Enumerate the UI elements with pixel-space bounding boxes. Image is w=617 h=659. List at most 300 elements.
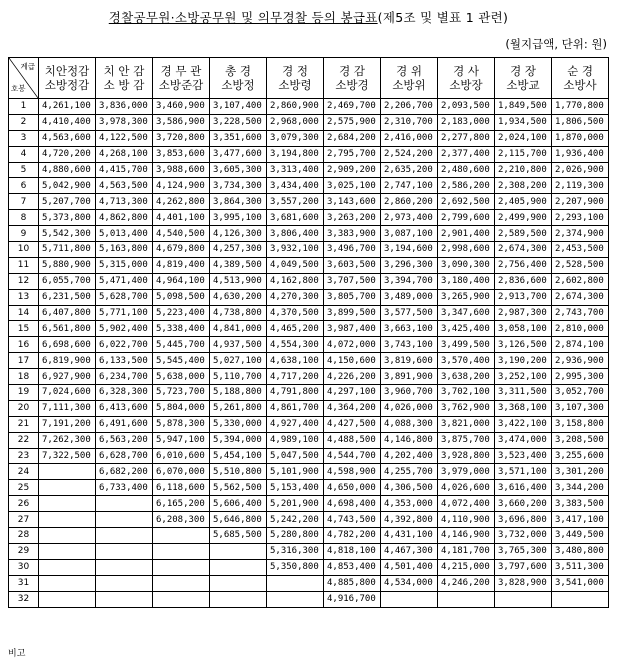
salary-cell: 3,351,600 [210,130,267,146]
salary-cell: 3,828,900 [495,575,552,591]
salary-cell: 2,374,900 [552,226,609,242]
salary-cell: 3,394,700 [381,273,438,289]
salary-cell: 3,707,500 [324,273,381,289]
table-row [9,99,609,115]
salary-cell: 5,685,500 [210,528,267,544]
salary-cell: 3,899,500 [324,305,381,321]
rank-police: 경 사 [453,64,479,78]
salary-cell [96,575,153,591]
salary-cell: 5,315,000 [96,257,153,273]
table-row [9,194,609,210]
salary-cell: 4,268,100 [96,146,153,162]
step-cell: 13 [9,289,39,305]
salary-cell: 6,022,700 [96,337,153,353]
salary-cell: 3,696,800 [495,512,552,528]
salary-cell: 3,143,600 [324,194,381,210]
salary-cell: 4,072,400 [438,496,495,512]
salary-cell [210,575,267,591]
salary-cell: 4,124,900 [153,178,210,194]
salary-cell: 5,606,400 [210,496,267,512]
salary-cell: 2,836,600 [495,273,552,289]
salary-cell: 3,480,800 [552,543,609,559]
table-row [9,591,609,607]
table-row [9,162,609,178]
salary-cell: 3,252,100 [495,369,552,385]
salary-cell: 4,353,000 [381,496,438,512]
salary-cell: 3,180,400 [438,273,495,289]
step-cell: 16 [9,337,39,353]
salary-cell: 4,738,800 [210,305,267,321]
salary-cell: 3,960,700 [381,385,438,401]
salary-cell: 4,262,800 [153,194,210,210]
salary-cell [153,591,210,607]
salary-cell: 3,058,100 [495,321,552,337]
salary-cell: 4,488,500 [324,432,381,448]
salary-cell: 2,119,300 [552,178,609,194]
table-row [9,178,609,194]
salary-cell: 4,162,800 [267,273,324,289]
salary-cell: 3,605,300 [210,162,267,178]
salary-cell: 3,158,800 [552,416,609,432]
salary-cell: 6,133,500 [96,353,153,369]
table-row [9,400,609,416]
salary-cell: 4,782,200 [324,528,381,544]
step-cell: 6 [9,178,39,194]
salary-cell: 4,880,600 [39,162,96,178]
salary-cell: 4,465,200 [267,321,324,337]
rank-police: 경 감 [339,64,365,78]
salary-cell: 3,052,700 [552,385,609,401]
salary-cell: 5,542,300 [39,226,96,242]
salary-cell: 4,563,500 [96,178,153,194]
salary-cell: 2,684,200 [324,130,381,146]
salary-cell: 4,297,100 [324,385,381,401]
salary-cell: 4,246,200 [438,575,495,591]
salary-cell: 4,554,300 [267,337,324,353]
salary-cell: 5,110,700 [210,369,267,385]
salary-cell: 2,987,300 [495,305,552,321]
salary-cell: 4,389,500 [210,257,267,273]
table-row [9,543,609,559]
salary-cell: 4,743,500 [324,512,381,528]
salary-cell: 5,373,800 [39,210,96,226]
column-header [267,58,324,99]
salary-cell: 6,698,600 [39,337,96,353]
salary-cell [96,543,153,559]
document-title [0,8,617,26]
salary-cell: 4,818,100 [324,543,381,559]
salary-cell: 6,055,700 [39,273,96,289]
salary-cell: 2,405,900 [495,194,552,210]
salary-cell: 4,370,500 [267,305,324,321]
salary-cell [96,496,153,512]
salary-cell [96,559,153,575]
salary-cell: 2,674,300 [495,242,552,258]
salary-cell: 6,165,200 [153,496,210,512]
salary-cell: 2,310,700 [381,114,438,130]
table-row [9,289,609,305]
salary-cell: 6,118,600 [153,480,210,496]
salary-cell: 3,368,100 [495,400,552,416]
salary-cell: 5,163,800 [96,242,153,258]
table-row [9,528,609,544]
salary-cell: 3,523,400 [495,448,552,464]
table-row [9,321,609,337]
salary-cell: 5,188,800 [210,385,267,401]
salary-cell: 3,541,000 [552,575,609,591]
salary-cell: 3,296,300 [381,257,438,273]
step-cell: 14 [9,305,39,321]
salary-cell: 5,153,400 [267,480,324,496]
salary-cell: 3,979,000 [438,464,495,480]
salary-cell: 2,901,400 [438,226,495,242]
salary-cell: 5,445,700 [153,337,210,353]
salary-cell: 4,146,800 [381,432,438,448]
step-cell: 4 [9,146,39,162]
salary-cell: 4,226,200 [324,369,381,385]
salary-cell: 3,208,500 [552,432,609,448]
salary-cell: 4,501,400 [381,559,438,575]
corner-step-label: 호봉 [11,84,26,93]
salary-cell [39,543,96,559]
salary-cell: 1,934,500 [495,114,552,130]
salary-cell: 4,544,700 [324,448,381,464]
salary-cell: 2,453,500 [552,242,609,258]
salary-cell: 2,499,900 [495,210,552,226]
salary-cell: 5,207,700 [39,194,96,210]
salary-cell: 4,215,000 [438,559,495,575]
rank-fire: 소방장 [449,78,483,92]
salary-cell: 3,194,800 [267,146,324,162]
salary-cell: 3,449,500 [552,528,609,544]
salary-cell [153,543,210,559]
salary-cell [153,559,210,575]
step-cell: 9 [9,226,39,242]
salary-cell: 5,242,200 [267,512,324,528]
salary-cell: 2,575,900 [324,114,381,130]
salary-cell: 4,679,800 [153,242,210,258]
salary-cell: 3,425,400 [438,321,495,337]
salary-cell: 3,194,600 [381,242,438,258]
salary-cell: 7,191,200 [39,416,96,432]
table-row [9,305,609,321]
salary-cell: 3,995,100 [210,210,267,226]
table-row [9,257,609,273]
salary-cell: 3,107,300 [552,400,609,416]
salary-cell: 5,771,100 [96,305,153,321]
salary-cell: 5,947,100 [153,432,210,448]
salary-cell: 2,093,500 [438,99,495,115]
column-header [438,58,495,99]
salary-cell: 4,638,100 [267,353,324,369]
column-header [552,58,609,99]
salary-cell: 4,410,400 [39,114,96,130]
salary-cell: 1,806,500 [552,114,609,130]
salary-cell [552,591,609,607]
salary-cell [39,575,96,591]
step-cell: 18 [9,369,39,385]
salary-cell: 5,280,800 [267,528,324,544]
table-row [9,226,609,242]
salary-cell: 2,416,000 [381,130,438,146]
salary-cell: 6,413,600 [96,400,153,416]
salary-cell: 6,208,300 [153,512,210,528]
column-header [381,58,438,99]
salary-cell: 2,206,700 [381,99,438,115]
salary-cell: 3,496,700 [324,242,381,258]
step-cell: 2 [9,114,39,130]
table-row [9,242,609,258]
rank-police: 순 경 [567,64,593,78]
salary-cell [267,591,324,607]
salary-cell: 3,732,000 [495,528,552,544]
salary-cell: 2,183,000 [438,114,495,130]
salary-cell: 1,870,000 [552,130,609,146]
salary-cell: 3,987,400 [324,321,381,337]
salary-cell: 4,964,100 [153,273,210,289]
rank-fire: 소방위 [392,78,426,92]
salary-cell: 6,070,000 [153,464,210,480]
salary-cell: 4,540,500 [153,226,210,242]
salary-cell: 2,480,600 [438,162,495,178]
salary-cell: 2,308,200 [495,178,552,194]
salary-cell: 3,474,000 [495,432,552,448]
salary-cell: 4,122,500 [96,130,153,146]
salary-cell: 3,313,400 [267,162,324,178]
salary-cell: 2,277,800 [438,130,495,146]
salary-cell: 4,989,100 [267,432,324,448]
salary-cell: 3,806,400 [267,226,324,242]
salary-cell: 2,795,700 [324,146,381,162]
step-cell: 3 [9,130,39,146]
salary-cell: 2,909,200 [324,162,381,178]
salary-cell: 3,702,100 [438,385,495,401]
salary-cell: 3,928,800 [438,448,495,464]
salary-cell: 6,407,800 [39,305,96,321]
salary-cell: 2,469,700 [324,99,381,115]
table-row [9,130,609,146]
salary-cell: 2,635,200 [381,162,438,178]
table-row [9,273,609,289]
salary-cell [495,591,552,607]
salary-cell: 3,255,600 [552,448,609,464]
salary-cell: 3,087,100 [381,226,438,242]
salary-cell: 4,364,200 [324,400,381,416]
salary-cell: 5,638,000 [153,369,210,385]
step-cell: 23 [9,448,39,464]
rank-police: 총 경 [225,64,251,78]
rank-fire: 소방령 [278,78,312,92]
column-header [39,58,96,99]
corner-grade-label: 계급 [20,62,35,71]
salary-cell: 2,874,100 [552,337,609,353]
salary-cell: 5,394,000 [210,432,267,448]
rank-police: 경 장 [510,64,536,78]
salary-cell [438,591,495,607]
salary-cell: 2,524,200 [381,146,438,162]
step-cell: 24 [9,464,39,480]
salary-cell: 4,427,500 [324,416,381,432]
column-header [96,58,153,99]
step-cell: 5 [9,162,39,178]
salary-cell: 5,338,400 [153,321,210,337]
salary-cell: 2,026,900 [552,162,609,178]
salary-cell: 5,027,100 [210,353,267,369]
salary-cell: 2,799,600 [438,210,495,226]
salary-cell: 4,415,700 [96,162,153,178]
salary-cell: 4,853,400 [324,559,381,575]
salary-cell [39,528,96,544]
salary-table [8,57,609,608]
salary-cell: 4,885,800 [324,575,381,591]
salary-cell: 4,630,200 [210,289,267,305]
corner-header [9,58,39,99]
salary-cell: 3,311,500 [495,385,552,401]
step-cell: 10 [9,242,39,258]
salary-cell: 3,126,500 [495,337,552,353]
salary-cell: 3,489,000 [381,289,438,305]
salary-cell: 2,860,200 [381,194,438,210]
salary-cell: 3,190,200 [495,353,552,369]
salary-cell: 3,836,000 [96,99,153,115]
salary-cell: 4,181,700 [438,543,495,559]
table-row [9,385,609,401]
salary-cell: 3,347,600 [438,305,495,321]
header-row [9,58,609,99]
salary-cell: 4,650,000 [324,480,381,496]
table-row [9,210,609,226]
table-row [9,480,609,496]
salary-cell: 4,026,600 [438,480,495,496]
salary-cell: 1,770,800 [552,99,609,115]
salary-cell [39,480,96,496]
salary-cell [153,575,210,591]
salary-cell: 5,201,900 [267,496,324,512]
salary-cell: 4,698,400 [324,496,381,512]
salary-cell: 2,995,300 [552,369,609,385]
salary-cell: 3,762,900 [438,400,495,416]
table-row [9,432,609,448]
salary-cell: 4,937,500 [210,337,267,353]
salary-cell: 3,616,400 [495,480,552,496]
salary-cell: 3,660,200 [495,496,552,512]
salary-cell: 3,638,200 [438,369,495,385]
salary-cell [267,575,324,591]
table-row [9,337,609,353]
salary-cell: 4,513,900 [210,273,267,289]
salary-cell: 3,805,700 [324,289,381,305]
salary-cell: 5,646,800 [210,512,267,528]
rank-police: 치 안 감 [103,64,145,78]
salary-cell: 3,107,400 [210,99,267,115]
step-cell: 27 [9,512,39,528]
salary-cell: 4,049,500 [267,257,324,273]
table-body [9,99,609,608]
table-row [9,496,609,512]
salary-cell: 5,628,700 [96,289,153,305]
salary-cell: 5,350,800 [267,559,324,575]
salary-cell: 4,534,000 [381,575,438,591]
step-cell: 29 [9,543,39,559]
table-row [9,512,609,528]
salary-cell [210,543,267,559]
salary-cell: 2,913,700 [495,289,552,305]
salary-cell: 4,401,100 [153,210,210,226]
step-cell: 31 [9,575,39,591]
salary-cell [39,464,96,480]
table-row [9,575,609,591]
table-row [9,353,609,369]
salary-cell: 5,902,400 [96,321,153,337]
salary-cell [210,559,267,575]
rank-fire: 소방교 [506,78,540,92]
table-row [9,448,609,464]
salary-cell: 4,110,900 [438,512,495,528]
step-cell: 15 [9,321,39,337]
salary-cell: 4,306,500 [381,480,438,496]
table-row [9,369,609,385]
salary-cell: 2,968,000 [267,114,324,130]
salary-cell: 3,891,900 [381,369,438,385]
salary-cell [381,591,438,607]
salary-cell: 7,024,600 [39,385,96,401]
rank-police: 경 위 [396,64,422,78]
salary-cell: 2,747,100 [381,178,438,194]
salary-cell: 6,733,400 [96,480,153,496]
salary-cell: 3,663,100 [381,321,438,337]
step-cell: 20 [9,400,39,416]
salary-cell: 2,973,400 [381,210,438,226]
salary-cell: 3,864,300 [210,194,267,210]
salary-cell: 1,936,400 [552,146,609,162]
salary-cell [96,528,153,544]
salary-cell: 4,861,700 [267,400,324,416]
salary-cell: 4,791,800 [267,385,324,401]
salary-cell: 5,711,800 [39,242,96,258]
salary-cell: 6,010,600 [153,448,210,464]
salary-cell: 5,101,900 [267,464,324,480]
salary-cell: 3,025,100 [324,178,381,194]
salary-cell: 2,743,700 [552,305,609,321]
salary-cell: 3,734,300 [210,178,267,194]
salary-cell: 4,720,200 [39,146,96,162]
rank-fire: 소방정감 [44,78,90,92]
step-cell: 17 [9,353,39,369]
salary-cell: 4,819,400 [153,257,210,273]
salary-cell: 3,797,600 [495,559,552,575]
salary-cell [210,591,267,607]
salary-cell [153,528,210,544]
salary-cell: 3,511,300 [552,559,609,575]
salary-cell: 2,756,400 [495,257,552,273]
salary-cell: 6,563,200 [96,432,153,448]
salary-cell: 4,088,300 [381,416,438,432]
salary-cell: 3,434,400 [267,178,324,194]
salary-cell: 6,682,200 [96,464,153,480]
salary-cell [96,512,153,528]
salary-cell: 7,322,500 [39,448,96,464]
salary-cell: 3,875,700 [438,432,495,448]
salary-cell: 3,571,100 [495,464,552,480]
salary-cell: 3,821,000 [438,416,495,432]
salary-cell: 2,810,000 [552,321,609,337]
salary-cell: 4,916,700 [324,591,381,607]
salary-cell: 6,628,700 [96,448,153,464]
salary-cell: 5,471,400 [96,273,153,289]
salary-cell: 3,978,300 [96,114,153,130]
step-cell: 25 [9,480,39,496]
salary-cell: 5,223,400 [153,305,210,321]
